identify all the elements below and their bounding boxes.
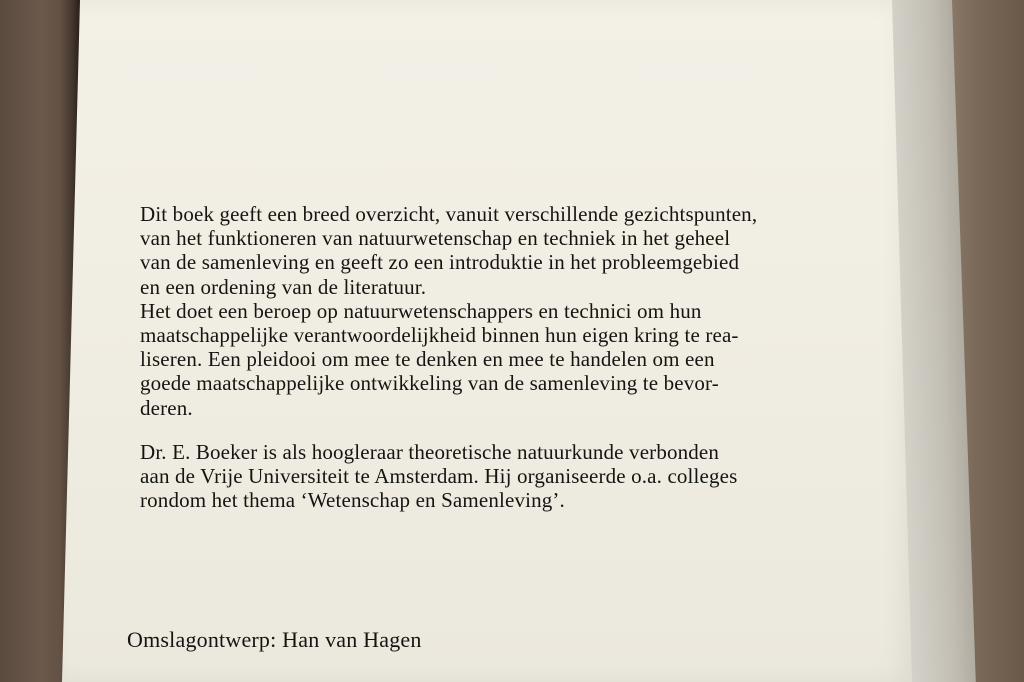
blurb-line: Het doet een beroep op natuurwetenschappers en technici om hun — [140, 298, 702, 323]
blurb-line: goede maatschappelijke ontwikkeling van de samenleving te bevor- — [140, 371, 719, 396]
blurb-line: Dit boek geeft een breed overzicht, vanuit verschillende gezichtspunten, — [140, 202, 758, 226]
author-bio-line: Dr. E. Boeker is als hoogleraar theoretische natuurkunde verbonden — [140, 439, 720, 464]
author-bio-line: aan de Vrije Universiteit te Amsterdam. Hij organiseerde o.a. colleges — [140, 464, 738, 489]
cover-text-block — [140, 202, 892, 512]
paragraph-gap — [140, 420, 892, 440]
blurb-line: deren. — [140, 395, 193, 420]
blurb-line: liseren. Een pleidooi om mee te denken en mee te handelen om een — [140, 347, 715, 372]
blurb-line: en een ordening van de literatuur. — [140, 274, 427, 299]
author-bio-paragraph — [140, 440, 892, 513]
author-bio-line: rondom het thema ‘Wetenschap en Samenleving’. — [140, 488, 565, 513]
blurb-line: maatschappelijke verantwoordelijkheid binnen hun eigen kring te rea- — [140, 323, 739, 348]
blurb-line: van de samenleving en geeft zo een introduktie in het probleemgebied — [140, 250, 740, 275]
blurb-line: van het funktioneren van natuurwetenschap en techniek in het geheel — [140, 226, 731, 251]
cover-design-credit: Omslagontwerp: Han van Hagen — [127, 627, 422, 652]
blurb-paragraph — [140, 202, 892, 420]
